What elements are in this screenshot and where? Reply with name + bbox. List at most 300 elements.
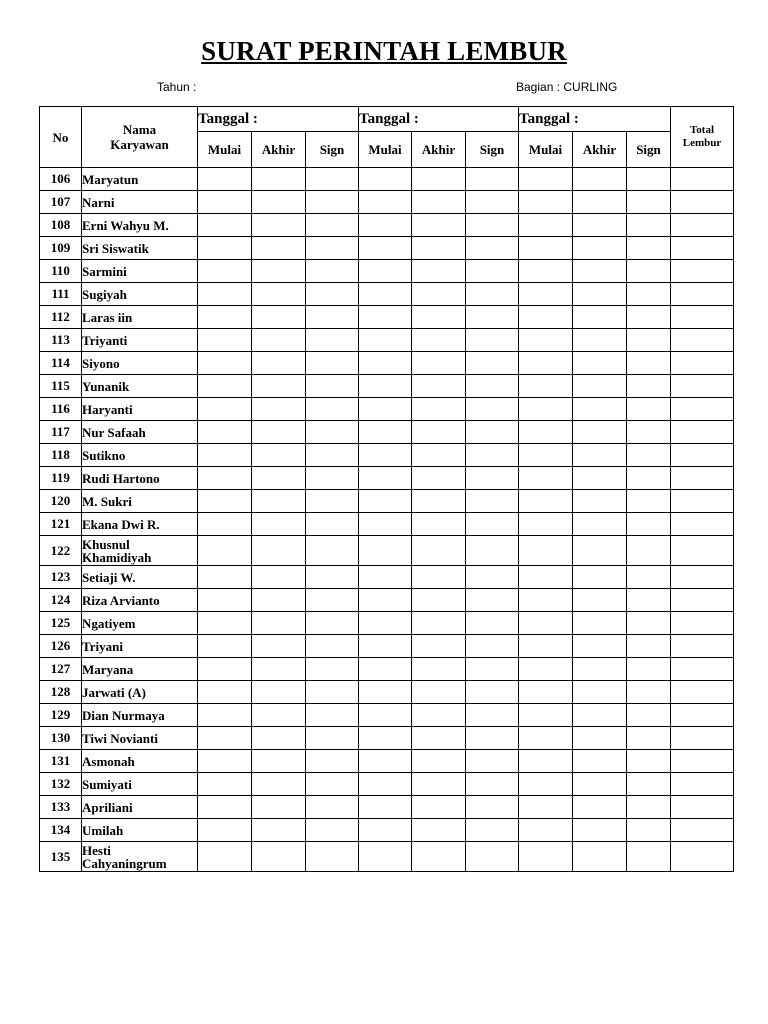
sign-cell — [306, 750, 359, 773]
akhir-cell — [412, 704, 466, 727]
header-akhir-2: Akhir — [412, 132, 466, 168]
sign-cell — [306, 612, 359, 635]
mulai-cell — [198, 842, 252, 872]
employee-no: 118 — [40, 444, 82, 467]
employee-no: 113 — [40, 329, 82, 352]
sign-cell — [306, 260, 359, 283]
sign-cell — [627, 168, 671, 191]
mulai-cell — [519, 375, 573, 398]
akhir-cell — [412, 375, 466, 398]
table-row — [40, 773, 734, 796]
total-lembur-cell — [671, 260, 734, 283]
sign-cell — [306, 658, 359, 681]
table-row — [40, 635, 734, 658]
table-row — [40, 513, 734, 536]
sign-cell — [466, 444, 519, 467]
mulai-cell — [519, 467, 573, 490]
employee-name: Triyanti — [82, 329, 198, 352]
table-row — [40, 842, 734, 872]
sign-cell — [466, 566, 519, 589]
sign-cell — [627, 398, 671, 421]
employee-no: 124 — [40, 589, 82, 612]
mulai-cell — [359, 819, 412, 842]
employee-name: Sarmini — [82, 260, 198, 283]
table-row — [40, 214, 734, 237]
mulai-cell — [519, 589, 573, 612]
akhir-cell — [252, 658, 306, 681]
employee-name: Haryanti — [82, 398, 198, 421]
akhir-cell — [252, 842, 306, 872]
mulai-cell — [198, 191, 252, 214]
employee-no: 106 — [40, 168, 82, 191]
sign-cell — [306, 375, 359, 398]
mulai-cell — [198, 375, 252, 398]
mulai-cell — [198, 589, 252, 612]
header-nama-line1: Nama — [122, 122, 157, 137]
akhir-cell — [412, 191, 466, 214]
table-row — [40, 681, 734, 704]
sign-cell — [466, 398, 519, 421]
akhir-cell — [573, 681, 627, 704]
total-lembur-cell — [671, 467, 734, 490]
table-row — [40, 306, 734, 329]
table-row — [40, 727, 734, 750]
sign-cell — [466, 467, 519, 490]
total-lembur-cell — [671, 566, 734, 589]
mulai-cell — [519, 329, 573, 352]
total-lembur-cell — [671, 237, 734, 260]
akhir-cell — [412, 513, 466, 536]
employee-no: 131 — [40, 750, 82, 773]
mulai-cell — [359, 612, 412, 635]
total-lembur-cell — [671, 375, 734, 398]
sign-cell — [466, 421, 519, 444]
akhir-cell — [412, 237, 466, 260]
mulai-cell — [198, 444, 252, 467]
akhir-cell — [252, 214, 306, 237]
mulai-cell — [519, 260, 573, 283]
akhir-cell — [252, 796, 306, 819]
employee-no: 109 — [40, 237, 82, 260]
sign-cell — [306, 842, 359, 872]
akhir-cell — [252, 750, 306, 773]
mulai-cell — [198, 398, 252, 421]
akhir-cell — [252, 513, 306, 536]
total-lembur-cell — [671, 444, 734, 467]
sign-cell — [466, 375, 519, 398]
akhir-cell — [252, 612, 306, 635]
akhir-cell — [412, 566, 466, 589]
total-lembur-cell — [671, 536, 734, 566]
sign-cell — [466, 796, 519, 819]
mulai-cell — [519, 796, 573, 819]
total-lembur-cell — [671, 589, 734, 612]
sign-cell — [466, 658, 519, 681]
employee-name: Khusnul Khamidiyah — [82, 536, 198, 566]
akhir-cell — [252, 168, 306, 191]
akhir-cell — [573, 168, 627, 191]
employee-no: 110 — [40, 260, 82, 283]
mulai-cell — [198, 513, 252, 536]
mulai-cell — [519, 635, 573, 658]
akhir-cell — [573, 819, 627, 842]
employee-no: 108 — [40, 214, 82, 237]
employee-no: 126 — [40, 635, 82, 658]
sign-cell — [306, 681, 359, 704]
akhir-cell — [573, 704, 627, 727]
header-sign-2: Sign — [466, 132, 519, 168]
akhir-cell — [252, 490, 306, 513]
sign-cell — [627, 536, 671, 566]
akhir-cell — [573, 635, 627, 658]
sign-cell — [627, 796, 671, 819]
akhir-cell — [412, 796, 466, 819]
table-row — [40, 589, 734, 612]
total-lembur-cell — [671, 612, 734, 635]
sign-cell — [306, 168, 359, 191]
mulai-cell — [519, 612, 573, 635]
total-lembur-cell — [671, 191, 734, 214]
sign-cell — [306, 214, 359, 237]
mulai-cell — [519, 237, 573, 260]
sign-cell — [306, 536, 359, 566]
sign-cell — [627, 842, 671, 872]
sign-cell — [466, 513, 519, 536]
employee-no: 128 — [40, 681, 82, 704]
employee-no: 115 — [40, 375, 82, 398]
mulai-cell — [198, 467, 252, 490]
sign-cell — [306, 490, 359, 513]
mulai-cell — [519, 421, 573, 444]
sign-cell — [466, 214, 519, 237]
akhir-cell — [412, 421, 466, 444]
sign-cell — [306, 237, 359, 260]
akhir-cell — [573, 536, 627, 566]
mulai-cell — [519, 398, 573, 421]
mulai-cell — [519, 842, 573, 872]
sign-cell — [466, 842, 519, 872]
mulai-cell — [359, 727, 412, 750]
tahun-label: Tahun : — [157, 80, 197, 94]
header-akhir-3: Akhir — [573, 132, 627, 168]
akhir-cell — [573, 612, 627, 635]
mulai-cell — [519, 214, 573, 237]
akhir-cell — [412, 283, 466, 306]
employee-no: 112 — [40, 306, 82, 329]
mulai-cell — [198, 612, 252, 635]
total-lembur-cell — [671, 398, 734, 421]
sign-cell — [627, 191, 671, 214]
akhir-cell — [252, 375, 306, 398]
akhir-cell — [252, 589, 306, 612]
employee-name: Setiaji W. — [82, 566, 198, 589]
employee-name: Umilah — [82, 819, 198, 842]
total-lembur-cell — [671, 819, 734, 842]
sign-cell — [627, 329, 671, 352]
sign-cell — [627, 612, 671, 635]
akhir-cell — [252, 329, 306, 352]
sign-cell — [466, 819, 519, 842]
header-tanggal-2: Tanggal : — [359, 107, 519, 132]
mulai-cell — [519, 566, 573, 589]
mulai-cell — [359, 681, 412, 704]
sign-cell — [627, 214, 671, 237]
akhir-cell — [412, 727, 466, 750]
akhir-cell — [412, 589, 466, 612]
mulai-cell — [359, 490, 412, 513]
header-total-line2: Lembur — [682, 137, 722, 149]
akhir-cell — [252, 467, 306, 490]
employee-no: 129 — [40, 704, 82, 727]
header-mulai-3: Mulai — [519, 132, 573, 168]
mulai-cell — [359, 191, 412, 214]
mulai-cell — [198, 214, 252, 237]
sign-cell — [627, 566, 671, 589]
sign-cell — [306, 513, 359, 536]
table-row — [40, 796, 734, 819]
sign-cell — [466, 727, 519, 750]
sign-cell — [306, 352, 359, 375]
total-lembur-cell — [671, 635, 734, 658]
total-lembur-cell — [671, 306, 734, 329]
employee-no: 120 — [40, 490, 82, 513]
akhir-cell — [573, 214, 627, 237]
employee-no: 122 — [40, 536, 82, 566]
akhir-cell — [573, 513, 627, 536]
sign-cell — [627, 635, 671, 658]
mulai-cell — [519, 727, 573, 750]
mulai-cell — [359, 168, 412, 191]
mulai-cell — [359, 352, 412, 375]
header-tanggal-3: Tanggal : — [519, 107, 671, 132]
akhir-cell — [412, 658, 466, 681]
akhir-cell — [573, 750, 627, 773]
sign-cell — [466, 536, 519, 566]
akhir-cell — [412, 214, 466, 237]
header-tanggal-1: Tanggal : — [198, 107, 359, 132]
mulai-cell — [519, 306, 573, 329]
sign-cell — [466, 635, 519, 658]
akhir-cell — [412, 398, 466, 421]
akhir-cell — [412, 635, 466, 658]
header-nama-line2: Karyawan — [110, 137, 169, 152]
total-lembur-cell — [671, 750, 734, 773]
mulai-cell — [359, 283, 412, 306]
akhir-cell — [252, 773, 306, 796]
mulai-cell — [198, 421, 252, 444]
mulai-cell — [519, 681, 573, 704]
akhir-cell — [573, 444, 627, 467]
table-row — [40, 467, 734, 490]
mulai-cell — [198, 536, 252, 566]
sign-cell — [627, 237, 671, 260]
sign-cell — [466, 237, 519, 260]
akhir-cell — [573, 398, 627, 421]
table-row — [40, 490, 734, 513]
employee-no: 127 — [40, 658, 82, 681]
mulai-cell — [198, 566, 252, 589]
mulai-cell — [519, 490, 573, 513]
table-row — [40, 704, 734, 727]
sign-cell — [306, 191, 359, 214]
total-lembur-cell — [671, 773, 734, 796]
mulai-cell — [359, 635, 412, 658]
mulai-cell — [198, 329, 252, 352]
mulai-cell — [198, 283, 252, 306]
table-row — [40, 329, 734, 352]
mulai-cell — [359, 398, 412, 421]
sign-cell — [627, 490, 671, 513]
akhir-cell — [412, 681, 466, 704]
employee-name: Riza Arvianto — [82, 589, 198, 612]
mulai-cell — [359, 214, 412, 237]
employee-no: 132 — [40, 773, 82, 796]
akhir-cell — [573, 842, 627, 872]
sign-cell — [306, 467, 359, 490]
akhir-cell — [252, 421, 306, 444]
sign-cell — [306, 819, 359, 842]
akhir-cell — [412, 260, 466, 283]
akhir-cell — [573, 191, 627, 214]
sign-cell — [627, 444, 671, 467]
akhir-cell — [412, 329, 466, 352]
document-title: SURAT PERINTAH LEMBUR — [201, 36, 567, 66]
akhir-cell — [573, 773, 627, 796]
employee-name: Sri Siswatik — [82, 237, 198, 260]
table-row — [40, 566, 734, 589]
sign-cell — [306, 566, 359, 589]
akhir-cell — [252, 283, 306, 306]
employee-name: Ngatiyem — [82, 612, 198, 635]
sign-cell — [466, 704, 519, 727]
mulai-cell — [519, 819, 573, 842]
akhir-cell — [412, 444, 466, 467]
employee-name: Maryatun — [82, 168, 198, 191]
header-mulai-1: Mulai — [198, 132, 252, 168]
mulai-cell — [359, 536, 412, 566]
akhir-cell — [252, 681, 306, 704]
mulai-cell — [198, 635, 252, 658]
mulai-cell — [359, 796, 412, 819]
mulai-cell — [198, 727, 252, 750]
mulai-cell — [359, 704, 412, 727]
akhir-cell — [573, 352, 627, 375]
header-total-line1: Total — [689, 124, 715, 136]
employee-name: M. Sukri — [82, 490, 198, 513]
mulai-cell — [519, 513, 573, 536]
mulai-cell — [519, 658, 573, 681]
employee-name: Laras iin — [82, 306, 198, 329]
akhir-cell — [573, 237, 627, 260]
sign-cell — [306, 444, 359, 467]
mulai-cell — [519, 444, 573, 467]
akhir-cell — [252, 635, 306, 658]
akhir-cell — [412, 490, 466, 513]
table-row — [40, 750, 734, 773]
header-sign-3: Sign — [627, 132, 671, 168]
akhir-cell — [573, 306, 627, 329]
sign-cell — [627, 681, 671, 704]
sign-cell — [306, 306, 359, 329]
sign-cell — [466, 306, 519, 329]
employee-name: Yunanik — [82, 375, 198, 398]
mulai-cell — [359, 773, 412, 796]
employee-no: 134 — [40, 819, 82, 842]
employee-name: Maryana — [82, 658, 198, 681]
akhir-cell — [573, 329, 627, 352]
employee-no: 116 — [40, 398, 82, 421]
mulai-cell — [359, 513, 412, 536]
sign-cell — [306, 796, 359, 819]
employee-no: 114 — [40, 352, 82, 375]
mulai-cell — [359, 658, 412, 681]
table-row — [40, 191, 734, 214]
total-lembur-cell — [671, 283, 734, 306]
mulai-cell — [519, 536, 573, 566]
total-lembur-cell — [671, 421, 734, 444]
total-lembur-cell — [671, 727, 734, 750]
mulai-cell — [198, 168, 252, 191]
sign-cell — [627, 352, 671, 375]
mulai-cell — [519, 773, 573, 796]
table-row — [40, 658, 734, 681]
sign-cell — [627, 375, 671, 398]
header-mulai-2: Mulai — [359, 132, 412, 168]
employee-name: Nur Safaah — [82, 421, 198, 444]
akhir-cell — [252, 704, 306, 727]
mulai-cell — [359, 375, 412, 398]
sign-cell — [306, 773, 359, 796]
employee-no: 119 — [40, 467, 82, 490]
employee-name: Apriliani — [82, 796, 198, 819]
mulai-cell — [359, 444, 412, 467]
sign-cell — [466, 260, 519, 283]
akhir-cell — [573, 727, 627, 750]
sign-cell — [627, 750, 671, 773]
employee-name: Ekana Dwi R. — [82, 513, 198, 536]
mulai-cell — [198, 658, 252, 681]
employee-no: 133 — [40, 796, 82, 819]
header-no: No — [40, 107, 82, 168]
total-lembur-cell — [671, 214, 734, 237]
table-row — [40, 260, 734, 283]
header-akhir-1: Akhir — [252, 132, 306, 168]
sign-cell — [306, 329, 359, 352]
sign-cell — [466, 352, 519, 375]
overtime-table — [39, 106, 734, 872]
mulai-cell — [198, 704, 252, 727]
mulai-cell — [359, 260, 412, 283]
table-row — [40, 444, 734, 467]
akhir-cell — [412, 168, 466, 191]
sign-cell — [466, 589, 519, 612]
total-lembur-cell — [671, 658, 734, 681]
sign-cell — [306, 727, 359, 750]
akhir-cell — [412, 773, 466, 796]
akhir-cell — [573, 566, 627, 589]
sign-cell — [627, 306, 671, 329]
employee-no: 107 — [40, 191, 82, 214]
akhir-cell — [412, 467, 466, 490]
sign-cell — [627, 421, 671, 444]
mulai-cell — [519, 168, 573, 191]
employee-name: Sumiyati — [82, 773, 198, 796]
employee-name: Triyani — [82, 635, 198, 658]
total-lembur-cell — [671, 513, 734, 536]
sign-cell — [627, 727, 671, 750]
akhir-cell — [412, 306, 466, 329]
employee-name: Hesti Cahyaningrum — [82, 842, 198, 872]
